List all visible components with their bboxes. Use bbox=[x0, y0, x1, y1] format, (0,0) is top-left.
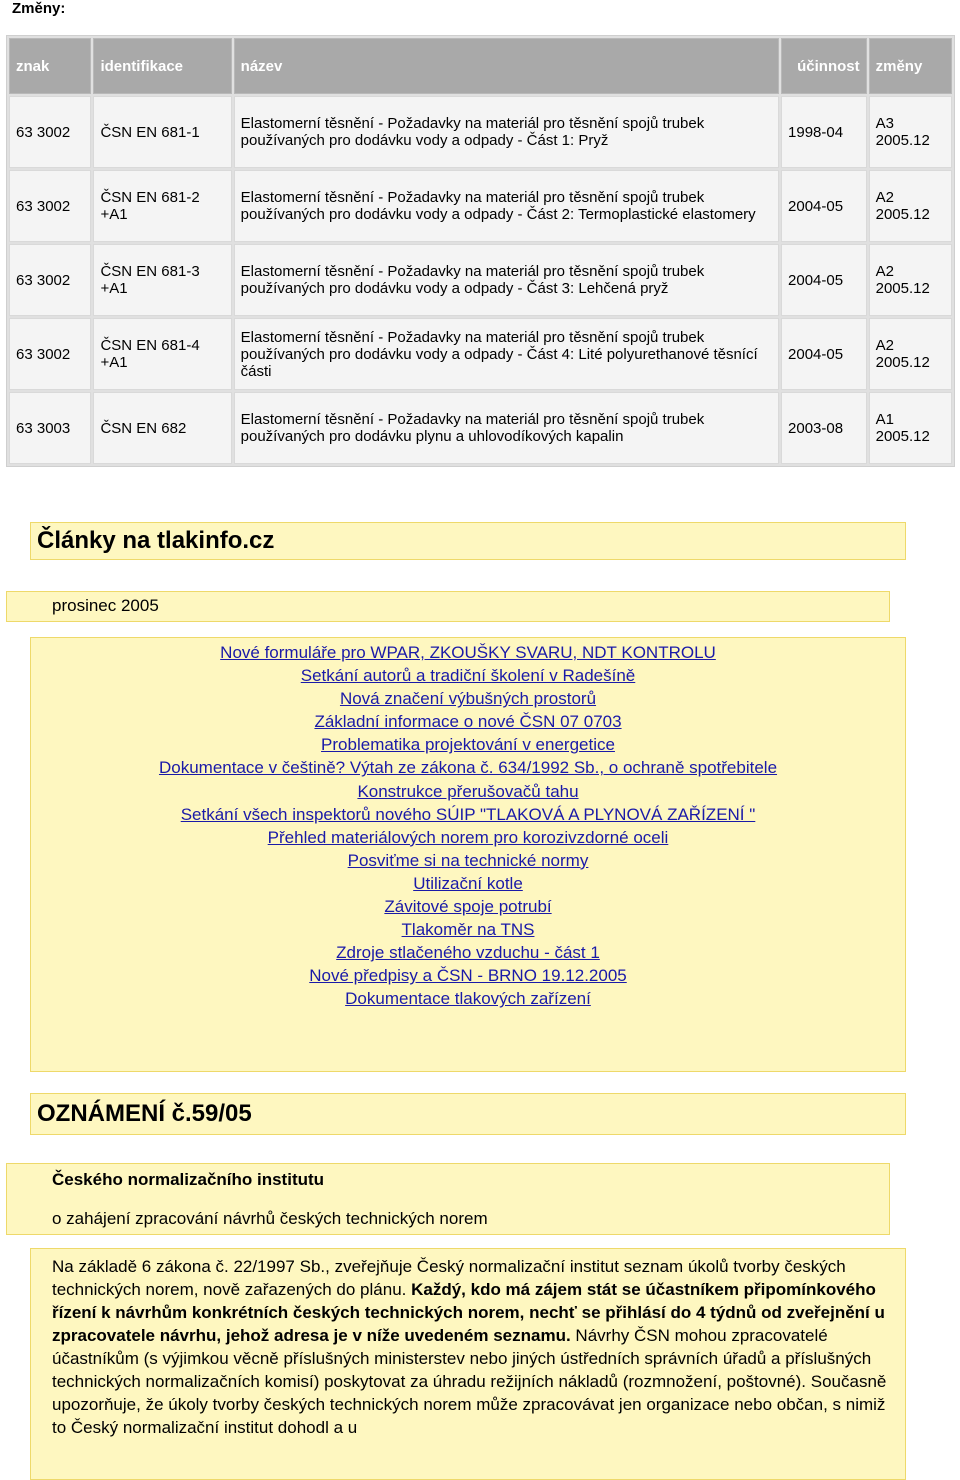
cell-zmeny bbox=[869, 392, 952, 464]
article-link[interactable]: Utilizační kotle bbox=[413, 873, 523, 893]
article-link[interactable]: Závitové spoje potrubí bbox=[384, 897, 552, 917]
cell-zmeny-code: A1 bbox=[875, 411, 894, 428]
cell-identifikace bbox=[93, 96, 231, 168]
article-link[interactable]: Dokumentace tlakových zařízení bbox=[345, 989, 591, 1009]
body-text-part1: Na základě 6 zákona č. 22/1997 Sb., zveřejňuje Český normalizační institut seznam úkolů tvorby českých technických norem, nově zařazených do plánu. bbox=[52, 1257, 846, 1299]
cell-znak: 63 3002 bbox=[9, 318, 91, 390]
body-text-bold: Každý, kdo má zájem stát se účastníkem připomínkového řízení k návrhům konkrétních českých technických norem, nechť se přihlásí do 4 týdnů od zveřejnění u zpracovatele návrhu, jehož adresa je v níže uvedeném seznamu. bbox=[52, 1280, 885, 1345]
institute-box bbox=[6, 1163, 890, 1235]
announcement-body-box bbox=[30, 1248, 906, 1480]
article-link[interactable]: Problematika projektování v energetice bbox=[321, 735, 615, 755]
table-row bbox=[9, 170, 952, 242]
article-links-box bbox=[30, 637, 906, 1072]
cell-zmeny-date: 2005.12 bbox=[875, 428, 930, 445]
announcement-title: OZNÁMENÍ č.59/05 bbox=[37, 1100, 252, 1127]
cell-zmeny-date: 2005.12 bbox=[875, 132, 930, 149]
month-box bbox=[6, 591, 890, 622]
article-link[interactable]: Tlakoměr na TNS bbox=[401, 920, 535, 940]
cell-zmeny-date: 2005.12 bbox=[875, 280, 930, 297]
month-label: prosinec 2005 bbox=[52, 596, 159, 615]
cell-nazev: Elastomerní těsnění - Požadavky na materiál pro těsnění spojů trubek používaných pro dodávku vody a odpady - Část 4: Lité polyurethanové těsnící části bbox=[234, 318, 779, 390]
article-link[interactable]: Přehled materiálových norem pro korozivzdorné oceli bbox=[267, 827, 669, 847]
header-ucinnost: účinnost bbox=[781, 38, 867, 94]
cell-ucinnost: 2004-05 bbox=[781, 244, 867, 316]
cell-id-main: ČSN EN 681-4 bbox=[100, 337, 200, 354]
cell-znak: 63 3002 bbox=[9, 244, 91, 316]
cell-zmeny-date: 2005.12 bbox=[875, 354, 930, 371]
article-link[interactable]: Nové předpisy a ČSN - BRNO 19.12.2005 bbox=[309, 966, 627, 986]
table-row bbox=[9, 244, 952, 316]
table-row bbox=[9, 96, 952, 168]
table-row bbox=[9, 318, 952, 390]
cell-zmeny-code: A2 bbox=[875, 263, 894, 280]
cell-zmeny-code: A2 bbox=[875, 337, 894, 354]
cell-nazev: Elastomerní těsnění - Požadavky na materiál pro těsnění spojů trubek používaných pro dodávku vody a odpady - Část 2: Termoplastické elastomery bbox=[234, 170, 779, 242]
cell-nazev: Elastomerní těsnění - Požadavky na materiál pro těsnění spojů trubek používaných pro dodávku vody a odpady - Část 1: Pryž bbox=[234, 96, 779, 168]
cell-id-suffix: +A1 bbox=[100, 206, 128, 223]
cell-zmeny bbox=[869, 244, 952, 316]
changes-heading: Změny: bbox=[12, 0, 66, 17]
cell-zmeny-code: A2 bbox=[875, 189, 894, 206]
cell-identifikace bbox=[93, 244, 231, 316]
cell-zmeny-date: 2005.12 bbox=[875, 206, 930, 223]
announcement-body bbox=[52, 1255, 887, 1439]
article-link[interactable]: Základní informace o nové ČSN 07 0703 bbox=[314, 712, 622, 732]
cell-zmeny bbox=[869, 318, 952, 390]
article-link[interactable]: Nová značení výbušných prostorů bbox=[339, 689, 597, 709]
cell-id-main: ČSN EN 682 bbox=[100, 419, 187, 437]
cell-id-suffix: +A1 bbox=[100, 280, 128, 297]
cell-ucinnost: 2003-08 bbox=[781, 392, 867, 464]
cell-zmeny bbox=[869, 96, 952, 168]
body-text-part2: Návrhy ČSN mohou zpracovatelé účastníkům (s výjimkou věcně příslušných ministerstev nebo jiných ústředních správních úřadů a příslušných technických normalizačních komisí) poskytovat za úhradu režijních nákladů (rozmnožení, poštovné). Současně upozorňuje, že úkoly tvorby českých technických norem může zpracovávat jen organizace nebo občan, s nimiž to Český normalizační institut dohodl a u bbox=[52, 1326, 887, 1437]
cell-identifikace bbox=[93, 170, 231, 242]
article-link[interactable]: Posviťme si na technické normy bbox=[347, 850, 589, 870]
cell-nazev: Elastomerní těsnění - Požadavky na materiál pro těsnění spojů trubek používaných pro dodávku plynu a uhlovodíkových kapalin bbox=[234, 392, 779, 464]
cell-ucinnost: 2004-05 bbox=[781, 318, 867, 390]
cell-identifikace bbox=[93, 392, 231, 464]
announcement-title-box bbox=[30, 1093, 906, 1135]
changes-table bbox=[6, 35, 955, 467]
article-link[interactable]: Zdroje stlačeného vzduchu - část 1 bbox=[336, 943, 600, 963]
cell-znak: 63 3002 bbox=[9, 96, 91, 168]
header-znak: znak bbox=[9, 38, 91, 94]
cell-ucinnost: 1998-04 bbox=[781, 96, 867, 168]
articles-title: Články na tlakinfo.cz bbox=[37, 527, 275, 554]
institute-name: Českého normalizačního institutu bbox=[52, 1170, 325, 1189]
articles-title-box bbox=[30, 522, 906, 560]
header-nazev: název bbox=[234, 38, 779, 94]
article-link[interactable]: Nové formuláře pro WPAR, ZKOUŠKY SVARU, NDT KONTROLU bbox=[220, 643, 716, 662]
cell-zmeny bbox=[869, 170, 952, 242]
cell-znak: 63 3002 bbox=[9, 170, 91, 242]
cell-identifikace bbox=[93, 318, 231, 390]
article-links bbox=[31, 641, 905, 1011]
cell-id-main: ČSN EN 681-3 bbox=[100, 263, 200, 280]
header-zmeny: změny bbox=[869, 38, 952, 94]
table-row bbox=[9, 392, 952, 464]
article-link[interactable]: Konstrukce přerušovačů tahu bbox=[357, 781, 579, 801]
cell-nazev: Elastomerní těsnění - Požadavky na materiál pro těsnění spojů trubek používaných pro dodávku vody a odpady - Část 3: Lehčená pryž bbox=[234, 244, 779, 316]
cell-id-suffix: +A1 bbox=[100, 354, 128, 371]
cell-id-main: ČSN EN 681-2 bbox=[100, 189, 200, 206]
header-identifikace: identifikace bbox=[93, 38, 231, 94]
article-link[interactable]: Setkání autorů a tradiční školení v Radešíně bbox=[300, 666, 636, 686]
article-link[interactable]: Dokumentace v češtině? Výtah ze zákona č. 634/1992 Sb., o ochraně spotřebitele bbox=[158, 758, 778, 778]
announcement-subtitle: o zahájení zpracování návrhů českých technických norem bbox=[52, 1209, 488, 1228]
cell-id-main: ČSN EN 681-1 bbox=[100, 123, 200, 141]
cell-ucinnost: 2004-05 bbox=[781, 170, 867, 242]
article-link[interactable]: Setkání všech inspektorů nového SÚIP "TLAKOVÁ A PLYNOVÁ ZAŘÍZENÍ " bbox=[180, 804, 756, 824]
cell-zmeny-code: A3 bbox=[875, 115, 894, 132]
cell-znak: 63 3003 bbox=[9, 392, 91, 464]
